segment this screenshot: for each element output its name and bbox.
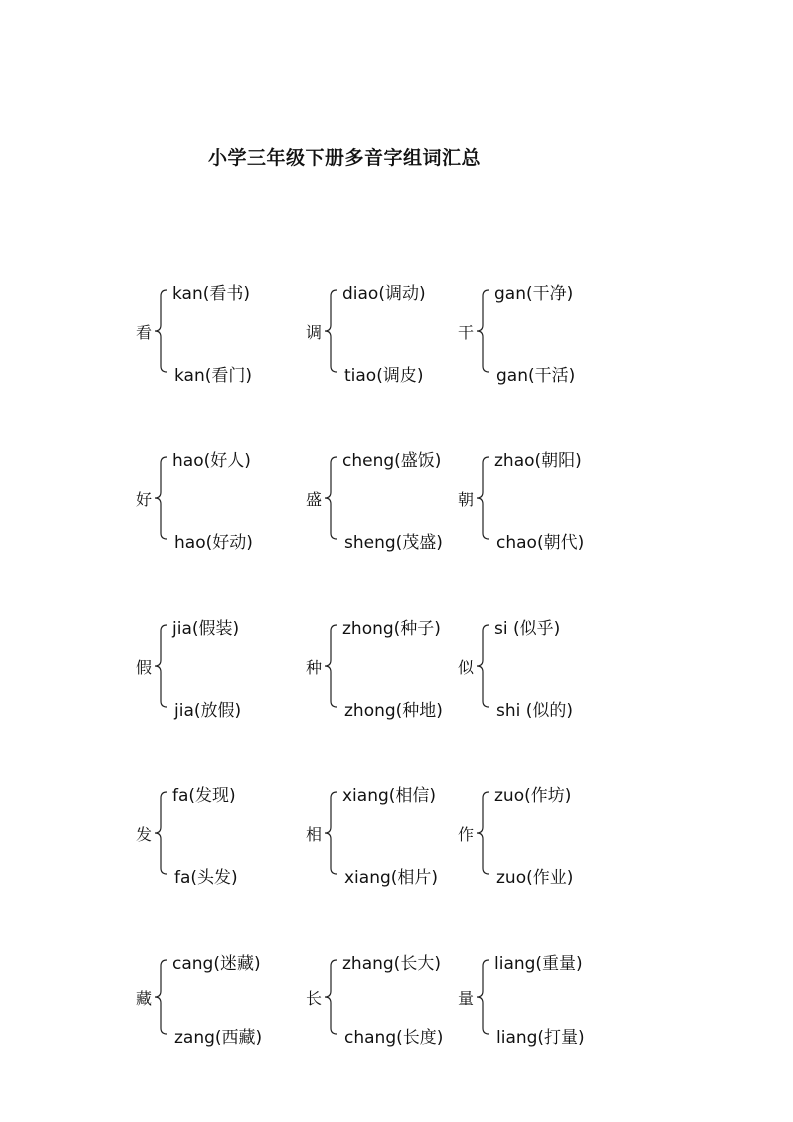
page-title: 小学三年级下册多音字组词汇总	[208, 147, 482, 169]
reading-top: diao(调动)	[342, 284, 426, 304]
reading-bottom: shi (似的)	[496, 701, 574, 721]
reading-top: jia(假装)	[172, 619, 240, 639]
reading-top: zhang(长大)	[342, 954, 441, 974]
reading-bottom: liang(打量)	[496, 1028, 585, 1048]
reading-top: xiang(相信)	[342, 786, 437, 806]
polyphone-character: 发	[136, 825, 153, 844]
reading-top: kan(看书)	[172, 284, 251, 304]
polyphone-entry	[303, 950, 473, 1050]
reading-bottom: gan(干活)	[496, 366, 576, 386]
polyphone-character: 作	[458, 825, 475, 844]
reading-bottom: chao(朝代)	[496, 533, 585, 553]
polyphone-entry	[303, 280, 473, 386]
reading-bottom: xiang(相片)	[344, 868, 439, 888]
reading-top: gan(干净)	[494, 284, 574, 304]
reading-bottom: fa(头发)	[174, 868, 238, 888]
polyphone-character: 好	[136, 490, 153, 509]
polyphone-character: 干	[458, 323, 475, 342]
reading-bottom: sheng(茂盛)	[344, 533, 443, 553]
reading-bottom: zuo(作业)	[496, 868, 574, 888]
polyphone-character: 盛	[306, 490, 323, 509]
polyphone-character: 朝	[458, 490, 475, 509]
reading-bottom: tiao(调皮)	[344, 366, 424, 386]
polyphone-entry	[455, 615, 625, 721]
polyphone-entry	[303, 615, 473, 721]
reading-bottom: kan(看门)	[174, 366, 253, 386]
reading-top: liang(重量)	[494, 954, 583, 974]
polyphone-character: 种	[306, 658, 323, 677]
reading-top: si (似乎)	[494, 619, 561, 639]
polyphone-character: 假	[136, 658, 153, 677]
polyphone-entry	[455, 280, 625, 386]
polyphone-entry	[303, 447, 473, 553]
reading-top: zhao(朝阳)	[494, 451, 582, 471]
polyphone-character: 藏	[136, 989, 153, 1008]
reading-bottom: jia(放假)	[174, 701, 242, 721]
reading-top: hao(好人)	[172, 451, 251, 471]
reading-top: zuo(作坊)	[494, 786, 572, 806]
polyphone-entry	[455, 447, 625, 553]
polyphone-character: 长	[306, 989, 323, 1008]
reading-bottom: zang(西藏)	[174, 1028, 263, 1048]
polyphone-character: 调	[306, 323, 323, 342]
polyphone-entry	[133, 280, 303, 386]
polyphone-character: 看	[136, 323, 153, 342]
polyphone-character: 似	[458, 658, 475, 677]
polyphone-entry	[133, 615, 303, 721]
polyphone-entry	[455, 950, 625, 1050]
reading-top: cang(迷藏)	[172, 954, 261, 974]
reading-top: zhong(种子)	[342, 619, 441, 639]
reading-top: fa(发现)	[172, 786, 236, 806]
reading-top: cheng(盛饭)	[342, 451, 442, 471]
polyphone-character: 相	[306, 825, 323, 844]
polyphone-entry	[133, 782, 303, 888]
polyphone-entry	[133, 950, 303, 1050]
polyphone-entry	[303, 782, 473, 888]
reading-bottom: chang(长度)	[344, 1028, 444, 1048]
polyphone-entry	[455, 782, 625, 888]
reading-bottom: hao(好动)	[174, 533, 253, 553]
polyphone-entry	[133, 447, 303, 553]
reading-bottom: zhong(种地)	[344, 701, 443, 721]
polyphone-character: 量	[458, 989, 475, 1008]
